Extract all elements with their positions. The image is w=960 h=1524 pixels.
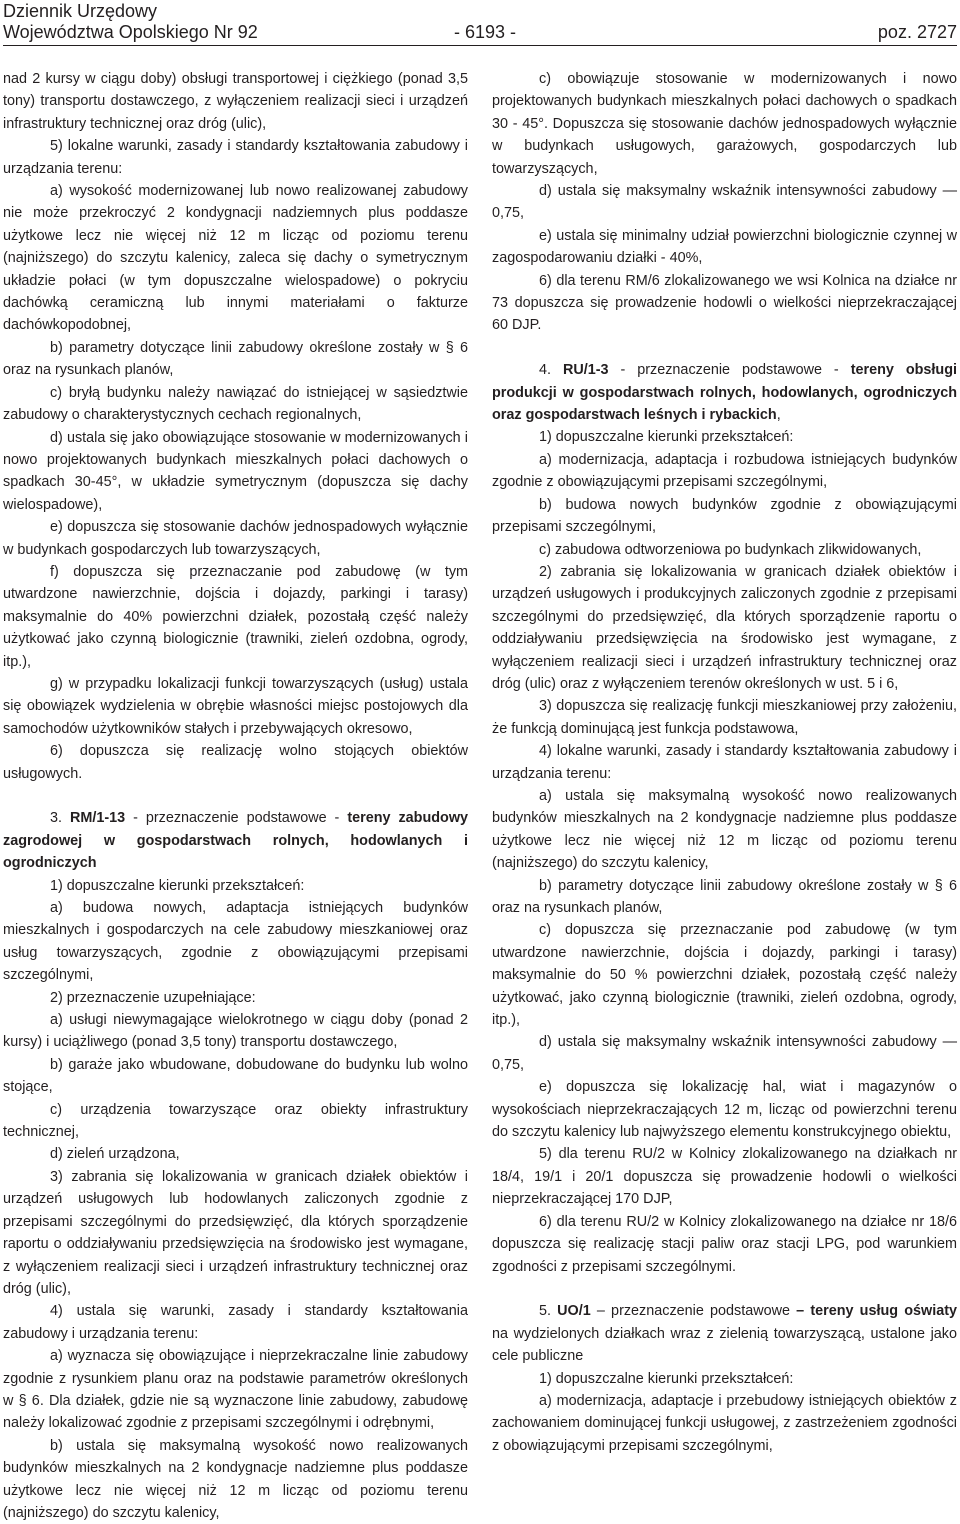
section-intro: - przeznaczenie podstawowe - (608, 362, 851, 379)
paragraph: f) dopuszcza się przeznaczanie pod zabudowę (w tym utwardzone nawierzchnie, dojścia i dojazdy, parkingi i tarasy) maksymalnie do 40% powierzchni działek, pozostałą część należy użytkować jako czynną biologicznie (trawniki, zieleń ozdobna, ogrody, itp.), (3, 563, 468, 670)
paragraph: b) budowa nowych budynków zgodnie z obowiązującymi przepisami szczególnymi, (492, 496, 957, 536)
paragraph: c) bryłą budynku należy nawiązać do istniejącej w sąsiedztwie zabudowy o charakterystycznych cechach regionalnych, (3, 384, 468, 424)
paragraph: c) obowiązuje stosowanie w modernizowanych i nowo projektowanych budynkach mieszkalnych połaci dachowych o spadkach 30 - 45°. Dopuszcza się stosowanie dachów jednospadowych wyłącznie w budynkach usługowych, garażowych, gospodarczych lub towarzyszących, (492, 71, 957, 177)
paragraph: c) dopuszcza się przeznaczanie pod zabudowę (w tym utwardzone nawierzchnie, dojścia i dojazdy, parkingi i tarasy) maksymalnie do 50 % powierzchni działek, pozostałą część należy użytkować, jako czynną biologicznie (trawniki, zieleń ozdobna, ogrody, itp.), (492, 922, 957, 1029)
paragraph: b) parametry dotyczące linii zabudowy określone zostały w § 6 oraz na rysunkach planów, (492, 877, 957, 917)
paragraph: a) modernizacja, adaptacje i przebudowy istniejących obiektów z zachowaniem dominującej funkcji usługowej, z zastrzeżeniem zgodności z obowiązującymi przepisami szczególnymi, (492, 1392, 957, 1454)
paragraph: 5) lokalne warunki, zasady i standardy kształtowania zabudowy i urządzania terenu: (3, 138, 468, 177)
paragraph: 4) ustala się warunki, zasady i standardy kształtowania zabudowy i urządzania terenu: (3, 1303, 468, 1342)
section-intro: - przeznaczenie podstawowe - (125, 810, 348, 827)
paragraph: nad 2 kursy w ciągu doby) obsługi transportowej i ciężkiego (ponad 3,5 tony) transportu dostawczego, z wyłączeniem realizacji sieci i urządzeń infrastruktury technicznej oraz dróg (ulic), (3, 71, 468, 132)
paragraph: 5) dla terenu RU/2 w Kolnicy zlokalizowanego na działkach nr 18/4, 19/1 i 20/1 dopuszcza się prowadzenie hodowli o wielkości nieprzekraczającej 170 DJP, (492, 1146, 957, 1208)
paragraph: b) parametry dotyczące linii zabudowy określone zostały w § 6 oraz na rysunkach planów, (3, 339, 468, 379)
paragraph: 3) dopuszcza się realizację funkcji mieszkaniowej przy założeniu, że funkcją dominującą jest funkcja podstawowa, (492, 698, 957, 737)
paragraph: 2) zabrania się lokalizowania w granicach działek obiektów i urządzeń usługowych i produkcyjnych zaliczonych zgodnie z przepisami szczególnymi do przedsięwzięć, dla których sporządzenie raportu o oddziaływaniu przedsięwzięcia na środowisko jest wymagane, z wyłączeniem realizacji sieci i urządzeń infrastruktury technicznej oraz dróg (ulic) oraz z wyłączeniem terenów określonych w ust. 5 i 6, (492, 563, 957, 692)
paragraph: 1) dopuszczalne kierunki przekształceń: (539, 429, 794, 446)
section-heading-ru (492, 359, 957, 426)
section-intro: – przeznaczenie podstawowe (590, 1303, 797, 1320)
section-tail: , (776, 407, 781, 424)
paragraph: 4) lokalne warunki, zasady i standardy kształtowania zabudowy i urządzania terenu: (492, 743, 957, 782)
paragraph: e) dopuszcza się lokalizację hal, wiat i magazynów o wysokościach nieprzekraczających 12 m, licząc od powierzchni terenu do szczytu kalenicy lub najwyższego elementu konstrukcyjnego obiektu, (492, 1079, 957, 1141)
position-number: poz. 2727 (877, 22, 957, 42)
paragraph: d) ustala się maksymalny wskaźnik intensywności zabudowy — 0,75, (492, 1034, 957, 1073)
paragraph: 6) dla terenu RM/6 zlokalizowanego we wsi Kolnica na działce nr 73 dopuszcza się prowadzenie hodowli o wielkości nieprzekraczającej 60 DJP. (492, 272, 957, 334)
section-heading-uo (492, 1300, 957, 1367)
paragraph: 3) zabrania się lokalizowania w granicach działek obiektów i urządzeń usługowych lub hodowlanych zaliczonych zgodnie z przepisami szczególnymi do przedsięwzięć, dla których sporządzenie raportu o oddziaływaniu przedsięwzięcia na środowisko jest wymagane, z wyłączeniem realizacji sieci i urządzeń infrastruktury technicznej oraz dróg (ulic), (3, 1168, 468, 1297)
page-number: - 6193 - (454, 22, 517, 42)
paragraph: a) wyznacza się obowiązujące i nieprzekraczalne linie zabudowy zgodnie z rysunkiem planu oraz na podstawie parametrów określonych w § 6. Dla działek, gdzie nie są wyznaczone linie zabudowy, zabudowę należy lokalizować zgodnie z przepisami szczególnymi i odrębnymi, (3, 1348, 468, 1432)
zone-description: tereny zabudowy zagrodowej w gospodarstwach rolnych, hodowlanych i ogrodniczych (3, 810, 469, 872)
paragraph: 6) dopuszcza się realizację wolno stojących obiektów usługowych. (3, 743, 468, 782)
paragraph: 2) przeznaczenie uzupełniające: (50, 989, 256, 1006)
paragraph: a) usługi niewymagające wielokrotnego w ciągu doby (ponad 2 kursy) i uciążliwego (ponad 3,5 tony) transportu dostawczego, (3, 1012, 468, 1051)
section-number: 4. (539, 362, 563, 379)
page-header (3, 0, 957, 44)
paragraph: d) ustala się jako obowiązujące stosowanie w modernizowanych i nowo projektowanych budynkach mieszkalnych połaci dachowych o spadkach 30-45°, w układzie symetrycznym (dopuszcza się dachy wielospadowe), (3, 429, 468, 513)
paragraph: g) w przypadku lokalizacji funkcji towarzyszących (usług) ustala się obowiązek wydzielenia w obrębie własności miejsc postojowych dla samochodów użytkowników stałych i przebywających okresowo, (3, 675, 468, 737)
section-number: 3. (50, 810, 70, 827)
paragraph: 1) dopuszczalne kierunki przekształceń: (50, 877, 305, 894)
paragraph: 1) dopuszczalne kierunki przekształceń: (539, 1370, 794, 1387)
zone-description: tereny obsługi produkcji w gospodarstwach rolnych, hodowlanych, ogrodniczych oraz gospodarstwach leśnych i rybackich (492, 362, 957, 424)
paragraph: a) modernizacja, adaptacja i rozbudowa istniejących budynków zgodnie z obowiązującymi przepisami szczególnymi, (492, 451, 957, 491)
paragraph: b) garaże jako wbudowane, dobudowane do budynku lub wolno stojące, (3, 1056, 468, 1096)
paragraph: a) budowa nowych, adaptacja istniejących budynków mieszkalnych i gospodarczych na cele zabudowy mieszkaniowej oraz usług towarzyszących, zgodnie z obowiązującymi przepisami szczególnymi, (3, 900, 468, 984)
voivodeship-issue: Województwa Opolskiego Nr 92 (3, 22, 258, 42)
zone-code: RU/1-3 (562, 362, 609, 379)
paragraph: a) wysokość modernizowanej lub nowo realizowanej zabudowy nie może przekroczyć 2 kondygnacji nadziemnych plus poddasze użytkowe lecz nie więcej niż 12 m licząc od poziomu terenu (najniższego) do szczytu kalenicy, zaleca się dachy o symetrycznym układzie połaci (w tym dopuszczalne wielospadowe) o pokryciu dachówką ceramiczną lub innymi materiałami o fakturze dachówkopodobnej, (3, 183, 468, 334)
paragraph: b) ustala się maksymalną wysokość nowo realizowanych budynków mieszkalnych na 2 kondygnacje nadziemne plus poddasze użytkowe lecz nie więcej niż 12 m licząc od poziomu terenu (najniższego) do szczytu kalenicy, (3, 1437, 468, 1521)
paragraph: c) zabudowa odtworzeniowa po budynkach zlikwidowanych, (539, 541, 922, 558)
section-heading-rm (3, 807, 468, 874)
section-number: 5. (539, 1303, 558, 1320)
section-tail: na wydzielonych działkach wraz z zielenią towarzyszącą, ustalone jako cele publiczne (492, 1325, 957, 1365)
zone-code: RM/1-13 (69, 810, 126, 827)
paragraph: a) ustala się maksymalną wysokość nowo realizowanych budynków mieszkalnych na 2 kondygnacje nadziemne plus poddasze użytkowe lecz nie więcej niż 12 m licząc od poziomu terenu (najniższego) do szczytu kalenicy, (492, 787, 957, 872)
right-column (492, 68, 957, 1457)
paragraph: e) dopuszcza się stosowanie dachów jednospadowych wyłącznie w budynkach gospodarczych lub towarzyszących, (3, 519, 468, 558)
paragraph: d) zieleń urządzona, (50, 1146, 180, 1163)
header-rule (3, 45, 957, 46)
paragraph: e) ustala się minimalny udział powierzchni biologicznie czynnej w zagospodarowaniu działki - 40%, (492, 227, 957, 267)
paragraph: d) ustala się maksymalny wskaźnik intensywności zabudowy — 0,75, (492, 183, 957, 222)
left-column (3, 68, 468, 1524)
zone-code: UO/1 (557, 1303, 591, 1320)
paragraph: 6) dla terenu RU/2 w Kolnicy zlokalizowanego na działce nr 18/6 dopuszcza się realizację stacji paliw oraz stacji LPG, pod warunkiem zgodności z przepisami szczególnymi. (492, 1213, 957, 1275)
paragraph: c) urządzenia towarzyszące oraz obiekty infrastruktury technicznej, (3, 1101, 468, 1141)
publication-title: Dziennik Urzędowy (3, 1, 158, 21)
zone-description: – tereny usług oświaty (796, 1303, 957, 1320)
